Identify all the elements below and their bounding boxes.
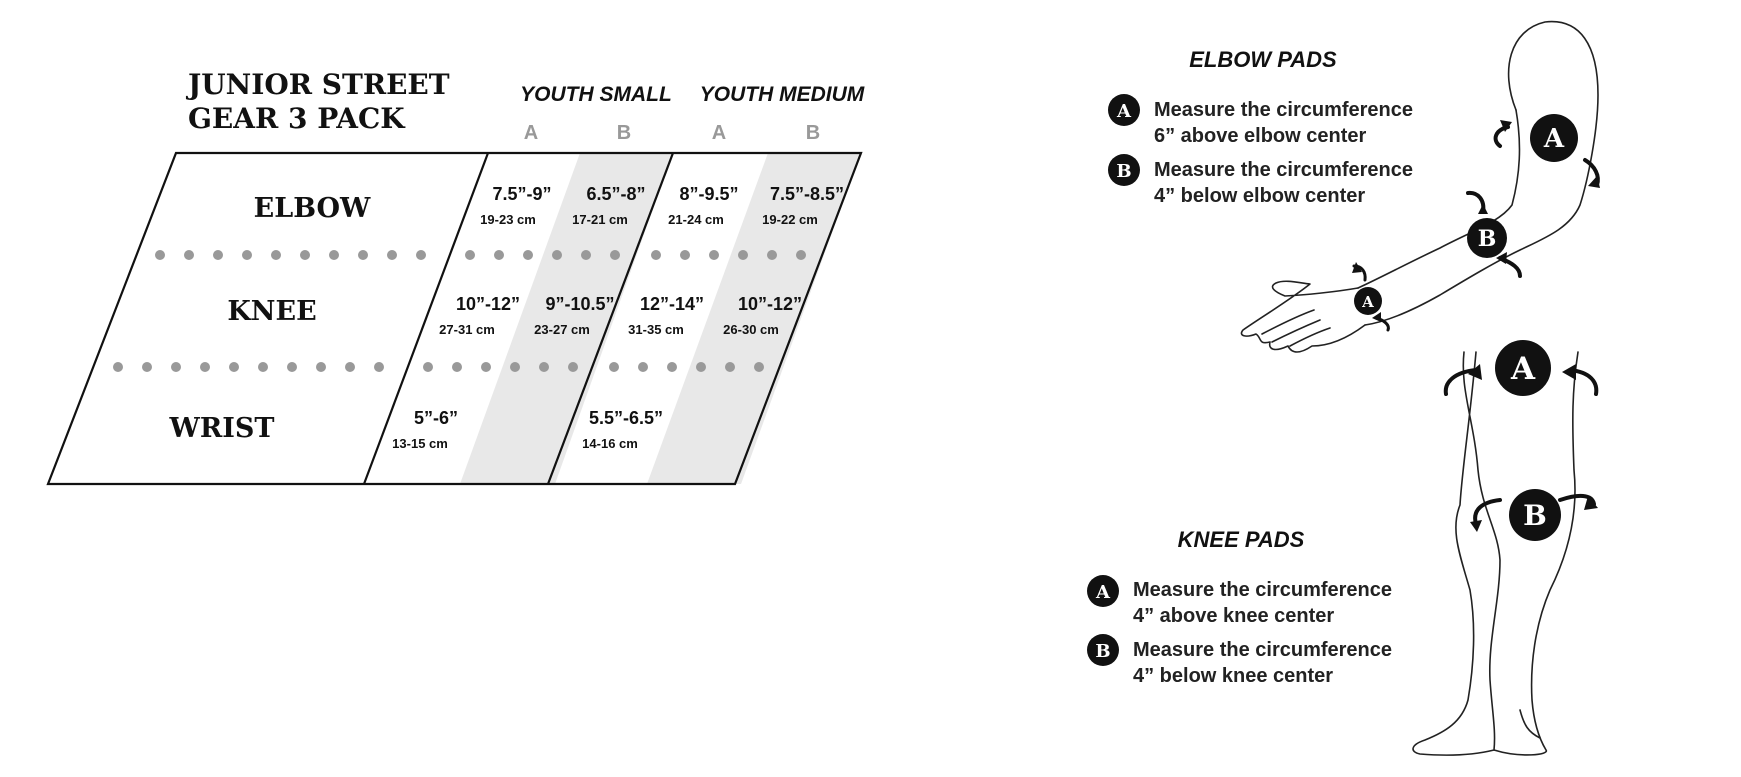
elbow-pads-title: ELBOW PADS (1189, 47, 1337, 72)
group-header-youth-medium: YOUTH MEDIUM (699, 83, 865, 106)
finger-lines (1262, 310, 1330, 346)
elbow-small-b-inch: 6.5”-8” (586, 184, 646, 204)
knee-b-line2: 4” below knee center (1133, 665, 1334, 687)
row-label-wrist: WRIST (169, 413, 275, 444)
group-header-youth-small: YOUTH SMALL (520, 83, 672, 106)
wrist-small-cm: 13-15 cm (392, 436, 448, 451)
separator-elbow-knee (155, 250, 806, 260)
leg-outline-front (1494, 352, 1578, 755)
row-label-elbow: ELBOW (253, 193, 371, 224)
knee-pads-title: KNEE PADS (1177, 527, 1305, 552)
elbow-small-b-cm: 17-21 cm (572, 212, 628, 227)
knee-a-badge-letter: A (1096, 582, 1110, 603)
column-label-medium-a: A (711, 122, 727, 144)
knee-medium-a-inch: 12”-14” (639, 294, 705, 314)
product-title-line2: GEAR 3 PACK (188, 102, 405, 135)
elbow-a-line2: 6” above elbow center (1154, 125, 1367, 147)
size-chart (48, 68, 865, 484)
ankle-line (1520, 710, 1540, 738)
elbow-small-a-cm: 19-23 cm (480, 212, 536, 227)
knee-small-b-inch: 9”-10.5” (545, 294, 615, 314)
elbow-medium-a-inch: 8”-9.5” (679, 184, 739, 204)
elbow-b-line2: 4” below elbow center (1154, 185, 1366, 207)
hand-outline (1241, 281, 1365, 352)
elbow-a-badge-letter: A (1117, 101, 1131, 122)
leg-lower-arrowhead-left (1470, 520, 1482, 532)
column-label-small-a: A (523, 122, 539, 144)
elbow-pads-instructions (1108, 47, 1413, 207)
wrist-small-inch: 5”-6” (413, 408, 459, 428)
knee-pads-instructions (1087, 527, 1392, 687)
leg-upper-arrowhead-right (1562, 364, 1576, 380)
knee-small-a-cm: 27-31 cm (439, 322, 495, 337)
elbow-b-line1: Measure the circumference (1154, 159, 1414, 181)
knee-medium-b-inch: 10”-12” (737, 294, 803, 314)
elbow-medium-b-inch: 7.5”-8.5” (769, 184, 845, 204)
knee-b-line1: Measure the circumference (1133, 639, 1393, 661)
knee-a-line1: Measure the circumference (1133, 579, 1393, 601)
leg-lower-badge-letter: B (1523, 499, 1547, 532)
column-label-small-b: B (616, 122, 632, 144)
arm-elbow-badge-letter: B (1477, 226, 1497, 252)
elbow-medium-b-cm: 19-22 cm (762, 212, 818, 227)
knee-small-a-inch: 10”-12” (455, 294, 521, 314)
elbow-small-a-inch: 7.5”-9” (492, 184, 552, 204)
separator-knee-wrist (113, 362, 764, 372)
knee-small-b-cm: 23-27 cm (534, 322, 590, 337)
arm-elbow-arrowhead-top (1478, 204, 1488, 214)
elbow-a-line1: Measure the circumference (1154, 99, 1414, 121)
leg-illustration (1413, 340, 1598, 755)
leg-upper-badge-letter: A (1510, 351, 1536, 387)
wrist-medium-cm: 14-16 cm (582, 436, 638, 451)
row-label-knee: KNEE (227, 296, 317, 327)
knee-a-line2: 4” above knee center (1133, 605, 1335, 627)
knee-b-badge-letter: B (1095, 641, 1111, 662)
arm-wrist-badge-letter: A (1362, 293, 1374, 311)
wrist-medium-inch: 5.5”-6.5” (588, 408, 664, 428)
arm-upper-badge-letter: A (1543, 124, 1565, 154)
column-label-medium-b: B (805, 122, 821, 144)
leg-outline-back (1413, 352, 1500, 755)
elbow-b-badge-letter: B (1116, 161, 1132, 182)
elbow-medium-a-cm: 21-24 cm (668, 212, 724, 227)
knee-medium-b-cm: 26-30 cm (723, 322, 779, 337)
product-title-line1: JUNIOR STREET (188, 68, 450, 101)
knee-medium-a-cm: 31-35 cm (628, 322, 684, 337)
